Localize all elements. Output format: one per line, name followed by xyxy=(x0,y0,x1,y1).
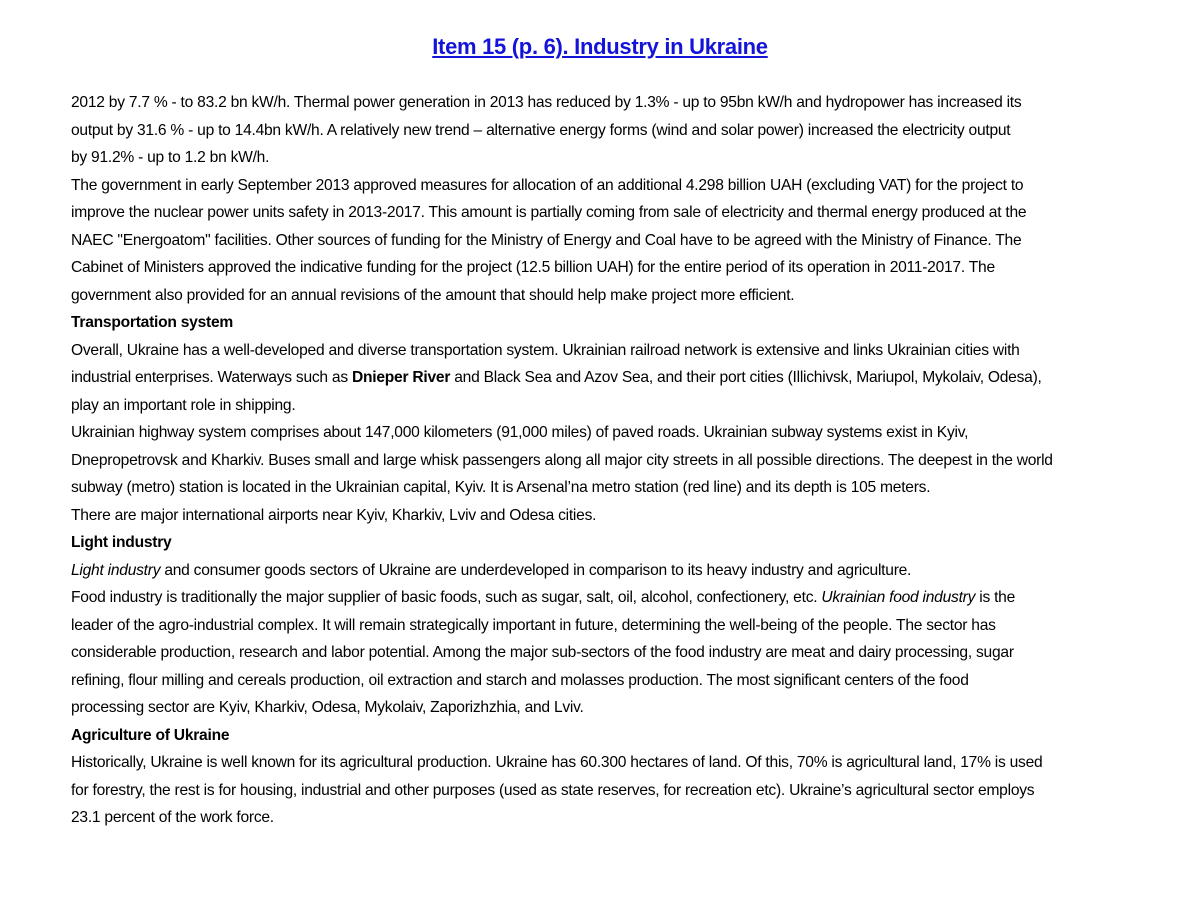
text-line xyxy=(71,227,1171,255)
section-heading xyxy=(71,529,1171,557)
italic-text: Ukrainian food industry xyxy=(821,589,976,606)
bold-text: Transportation system xyxy=(71,314,233,331)
text-segment: There are major international airports near Kyiv, Kharkiv, Lviv and Odesa cities. xyxy=(71,506,597,524)
text-segment: is the xyxy=(975,589,1016,606)
text-segment: improve the nuclear power units safety in 2013-2017. This amount is partially coming from sale of electricity and thermal energy produced at the xyxy=(71,204,1027,221)
text-line xyxy=(71,89,1171,117)
text-segment: Historically, Ukraine is well known for its agricultural production. Ukraine has 60.300 hectares of land. Of this, 70% is agricultural land, 17% is used xyxy=(71,754,1043,771)
text-segment: and Black Sea and Azov Sea, and their port cities (Illichivsk, Mariupol, Mykolaiv, Odesa), xyxy=(450,369,1042,386)
text-line xyxy=(71,282,1171,310)
text-line xyxy=(71,364,1171,392)
text-segment: Ukrainian highway system comprises about 147,000 kilometers (91,000 miles) of paved roads. Ukrainian subway systems exist in Kyiv, xyxy=(71,424,969,441)
text-line xyxy=(71,557,1171,585)
text-segment: 2012 by 7.7 % - to 83.2 bn kW/h. Thermal power generation in 2013 has reduced by 1.3% - up to 95bn kW/h and hydropower has increased its xyxy=(71,94,1022,111)
section-heading xyxy=(71,722,1171,750)
text-segment: The government in early September 2013 approved measures for allocation of an additional 4.298 billion UAH (excluding VAT) for the project to xyxy=(71,176,1024,194)
bold-text: Light industry xyxy=(71,534,172,551)
text-line xyxy=(71,117,1171,145)
text-segment: Dnepropetrovsk and Kharkiv. Buses small and large whisk passengers along all major city streets in all possible directions. The deepest in the world xyxy=(71,451,1053,469)
text-segment: NAEC "Energoatom" facilities. Other sources of funding for the Ministry of Energy and Coal have to be agreed with the Ministry of Finance. The xyxy=(71,231,1022,249)
text-line xyxy=(71,804,1171,832)
text-segment: leader of the agro-industrial complex. It will remain strategically important in future, determining the well-being of the people. The sector has xyxy=(71,616,996,634)
text-line xyxy=(71,419,1171,447)
text-line xyxy=(71,502,1171,530)
text-segment: industrial enterprises. Waterways such as xyxy=(71,369,352,386)
text-line xyxy=(71,337,1171,365)
bold-text: Dnieper River xyxy=(351,369,451,386)
text-segment: for forestry, the rest is for housing, industrial and other purposes (used as state reserves, for recreation etc). Ukraine’s agricultural sector employs xyxy=(71,781,1035,799)
text-line xyxy=(71,172,1171,200)
text-segment: refining, flour milling and cereals production, oil extraction and starch and molasses production. The most significant centers of the food xyxy=(71,671,969,689)
text-segment: by 91.2% - up to 1.2 bn kW/h. xyxy=(71,149,270,166)
text-line xyxy=(71,777,1171,805)
text-line xyxy=(71,749,1171,777)
section-heading xyxy=(71,309,1171,337)
text-segment: processing sector are Kyiv, Kharkiv, Odesa, Mykolaiv, Zaporizhzhia, and Lviv. xyxy=(71,699,584,716)
text-segment: play an important role in shipping. xyxy=(71,396,296,414)
text-line xyxy=(71,584,1171,612)
text-line xyxy=(71,612,1171,640)
text-line xyxy=(71,254,1171,282)
text-segment: government also provided for an annual revisions of the amount that should help make project more efficient. xyxy=(71,286,795,304)
text-line xyxy=(71,639,1171,667)
text-segment: considerable production, research and labor potential. Among the major sub-sectors of the food industry are meat and dairy processing, sugar xyxy=(71,644,1014,661)
text-line xyxy=(71,144,1171,172)
text-segment: subway (metro) station is located in the Ukrainian capital, Kyiv. It is Arsenal’na metro station (red line) and its depth is 105 meters. xyxy=(71,479,931,496)
text-line xyxy=(71,199,1171,227)
text-segment: Overall, Ukraine has a well-developed and diverse transportation system. Ukrainian railroad network is extensive and links Ukrainian cities with xyxy=(71,341,1020,359)
text-line xyxy=(71,474,1171,502)
page-title[interactable]: Item 15 (p. 6). Industry in Ukraine xyxy=(432,34,768,59)
bold-text: Agriculture of Ukraine xyxy=(71,726,230,744)
text-segment: Cabinet of Ministers approved the indicative funding for the project (12.5 billion UAH) for the entire period of its operation in 2011-2017. The xyxy=(71,259,995,276)
text-segment: and consumer goods sectors of Ukraine are underdeveloped in comparison to its heavy industry and agriculture. xyxy=(160,561,912,579)
document-body xyxy=(71,89,1171,832)
text-segment: 23.1 percent of the work force. xyxy=(71,809,274,826)
text-line xyxy=(71,447,1171,475)
text-segment: Food industry is traditionally the major supplier of basic foods, such as sugar, salt, oil, alcohol, confectionery, etc. xyxy=(71,589,822,606)
italic-text: Light industry xyxy=(71,561,161,579)
text-segment: output by 31.6 % - up to 14.4bn kW/h. A relatively new trend – alternative energy forms (wind and solar power) increased the electricity output xyxy=(71,121,1011,139)
text-line xyxy=(71,694,1171,722)
text-line xyxy=(71,392,1171,420)
text-line xyxy=(71,667,1171,695)
